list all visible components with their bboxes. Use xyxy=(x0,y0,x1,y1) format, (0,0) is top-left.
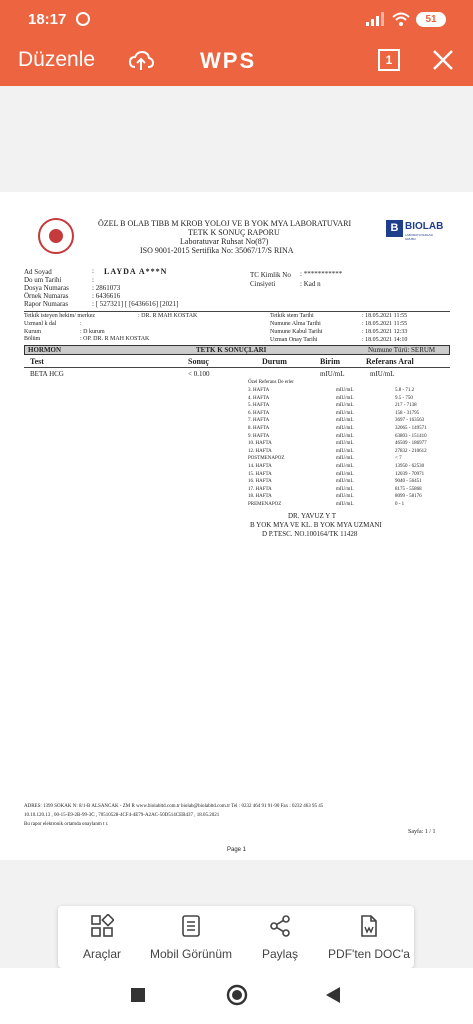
sample-value: : 6436616 xyxy=(92,292,121,300)
upload-cloud-icon[interactable] xyxy=(128,48,154,74)
ref-range: 9.5 - 750 xyxy=(395,395,413,401)
ref-unit: mIU/mL xyxy=(336,502,354,507)
wps-logo: WPS xyxy=(200,48,257,73)
col-unit: Birim xyxy=(320,357,340,366)
col-result: Sonuç xyxy=(188,357,209,366)
ref-unit: mIU/mL xyxy=(336,395,354,401)
specialist-value: : xyxy=(80,321,82,327)
status-time: 18:17 xyxy=(28,11,67,28)
name-label: Ad Soyad xyxy=(24,268,52,276)
ref-unit: mIU/mL xyxy=(336,471,354,477)
ref-week: 18. HAFTA xyxy=(248,494,272,500)
biolab-subtitle: LABORATUVARLAR GRUBU xyxy=(405,233,433,241)
tools-label: Araçlar xyxy=(82,947,121,961)
report-label: Rapor Numaras xyxy=(24,300,69,308)
ref-unit: mIU/mL xyxy=(336,410,354,416)
footer-note: Bu rapor elektronik ortamda onaylanm t r. xyxy=(24,822,109,827)
collection-date-label: Numune Alma Tarihi xyxy=(270,321,321,327)
doctor-value: : DR. R MAH KOSTAK xyxy=(138,313,198,319)
receive-date-label: Numune Kabul Tarihi xyxy=(270,329,323,335)
sample-type: Numune Türü: SERUM xyxy=(368,346,436,354)
back-icon[interactable] xyxy=(326,987,340,1003)
ref-unit: mIU/mL xyxy=(336,494,354,500)
file-value: : 2861073 xyxy=(92,284,121,292)
ref-week: 3. HAFTA xyxy=(248,388,270,393)
ref-range: 8099 - 58176 xyxy=(395,494,422,500)
tools-grid-icon xyxy=(90,914,114,938)
doctor-label: Tetkik isteyen hekim/ merkez xyxy=(24,313,96,319)
ref-range: < 7 xyxy=(395,456,402,462)
mobile-view-button[interactable] xyxy=(146,906,236,968)
ministry-emblem-icon xyxy=(38,218,74,254)
ref-week: 4. HAFTA xyxy=(248,395,270,401)
ref-unit: mIU/mL xyxy=(336,448,354,454)
ref-unit: mIU/mL xyxy=(336,486,354,492)
system-nav-bar xyxy=(0,968,473,1024)
gender-label: Cinsiyeti xyxy=(250,280,276,288)
share-icon xyxy=(268,914,292,938)
pdf-to-doc-icon xyxy=(357,914,381,938)
battery-icon: 51 xyxy=(416,12,446,27)
ref-range: 158 - 31795 xyxy=(395,410,420,416)
tc-label: TC Kimlik No xyxy=(250,271,291,279)
whatsapp-icon xyxy=(76,12,90,26)
ref-week: 16. HAFTA xyxy=(248,479,272,485)
receive-date: : 18.05.2021 12:33 xyxy=(362,329,408,335)
ref-week: 14. HAFTA xyxy=(248,464,272,469)
app-bar xyxy=(0,38,473,86)
department-value: : OP. DR. R MAH KOSTAK xyxy=(80,336,150,342)
ref-unit: mIU/mL xyxy=(336,388,354,393)
page-count-icon[interactable]: 1 xyxy=(378,49,400,71)
ref-unit: mIU/mL xyxy=(336,418,354,424)
ref-week: 8. HAFTA xyxy=(248,426,270,431)
edit-button[interactable]: Düzenle xyxy=(18,48,96,71)
ref-unit: mIU/mL xyxy=(336,441,354,447)
birth-label: Do um Tarihi xyxy=(24,276,62,284)
approval-date: : 18.05.2021 14:10 xyxy=(362,337,408,343)
divider xyxy=(24,311,450,312)
tools-button[interactable] xyxy=(58,906,146,968)
ref-week: PREMENAPOZ xyxy=(248,502,282,507)
ref-unit: mIU/mL xyxy=(336,456,354,462)
report-title: TETK K SONUÇ RAPORU xyxy=(188,228,280,237)
ref-unit: mIU/mL xyxy=(336,403,354,409)
result-test: BETA HCG xyxy=(30,370,64,378)
lab-name: ÖZEL B OLAB TIBB M KROB YOLOJ VE B YOK MYA LABORATUVARI xyxy=(98,219,352,228)
col-ref: Referans Aral xyxy=(366,357,414,366)
ref-range: 63803 - 151410 xyxy=(395,433,427,439)
ref-unit: mIU/mL xyxy=(336,426,354,431)
license-no: Laboratuvar Ruhsat No(87) xyxy=(180,237,269,246)
wifi-icon xyxy=(392,11,410,27)
sample-label: Örnek Numaras xyxy=(24,292,69,300)
ref-range: 217 - 7138 xyxy=(395,403,417,409)
pdf-to-doc-button[interactable] xyxy=(324,906,414,968)
ref-week: 7. HAFTA xyxy=(248,418,270,424)
mobile-view-icon xyxy=(179,914,203,938)
bottom-toolbar xyxy=(58,906,414,968)
report-value: : [ 527321] [ [6436616] [2021] xyxy=(92,300,179,308)
col-test: Test xyxy=(30,357,44,366)
institution-label: Kurum xyxy=(24,329,41,335)
ref-week: POSTMENAPOZ xyxy=(248,456,285,462)
result-unit: mIU/mL xyxy=(320,370,345,378)
recent-apps-icon[interactable] xyxy=(131,988,145,1002)
section-center: TETK K SONUÇLARI xyxy=(196,346,267,354)
ref-range: 12039 - 70971 xyxy=(395,471,425,477)
ref-range: 9040 - 56451 xyxy=(395,479,422,485)
ref-week: 15. HAFTA xyxy=(248,471,272,477)
ref-range: 27832 - 210612 xyxy=(395,448,427,454)
ref-week: 9. HAFTA xyxy=(248,433,270,439)
ref-range: 0 - 1 xyxy=(395,502,405,507)
tc-value: : *********** xyxy=(300,270,343,278)
divider xyxy=(24,367,450,368)
ref-week: 12. HAFTA xyxy=(248,448,272,454)
page-of: Sayfa: 1 / 1 xyxy=(408,829,436,835)
signature-name: DR. YAVUZ Y T xyxy=(288,512,336,520)
specialist-label: Uzmanl k dal xyxy=(24,321,57,327)
signal-icon xyxy=(366,12,384,26)
ref-unit: mIU/mL xyxy=(336,433,354,439)
request-date-label: Tetkik stem Tarihi xyxy=(270,313,314,319)
institution-value: : D kurum xyxy=(80,329,105,335)
ref-week: 5. HAFTA xyxy=(248,403,270,409)
patient-name: LAYDA A***N xyxy=(104,267,168,276)
iso-cert: ISO 9001-2015 Sertifika No: 35067/17/S RINA xyxy=(140,246,294,255)
signature-reg: D P.TESC. NO.100164/TK 11428 xyxy=(262,530,358,538)
ref-range: 13950 - 62530 xyxy=(395,464,425,469)
ref-week: 10. HAFTA xyxy=(248,441,272,447)
ref-range: 3697 - 163563 xyxy=(395,418,425,424)
pdf-to-doc-label: PDF'ten DOC'a xyxy=(328,947,410,961)
ref-range: 32065 - 149571 xyxy=(395,426,427,431)
document-page[interactable]: ÖZEL B OLAB TIBB M KROB YOLOJ VE B YOK MYA LABORATUVARI TETK K SONUÇ RAPORU Laboratuvar Ruhsat No(87) ISO 9001-2015 Sertifika No: 35067/17/S RINA B BIOLAB LABORATUVARLAR GRUBU Ad Soyad : LAYDA A***N Do um Tarihi : Dosya Numaras : 2861073 Örnek Numaras : 6436616 Rapor Numaras : [ 527321] [ [6436616] [2021] TC Kimlik No : *********** Cinsiyeti : Kad n Tetkik isteyen hekim/ merkez : DR. R MAH KOSTAK Uzmanl k dal : Kurum : D kurum Bölüm : OP. DR. R MAH KOSTAK Tetkik stem Tarihi : 18.05.2021 11:55 Numune Alma Tarihi : 18.05.2021 11:55 Numune Kabul Tarihi : 18.05.2021 12:33 Uzman Onay Tarihi : 18.05.2021 14:10 HORMON TETK K SONUÇLARI Numune Türü: SERUM Test Sonuç Durum Birim Referans Aral BETA HCG < 0.100 mIU/mL mIU/mL Özel Referans De erler DR. YAVUZ Y T B YOK MYA VE KL. B YOK MYA UZMANI D P.TESC. NO.100164/TK 11428 ADRES: 1399 SOKAK N: 8/1-B ALSANCAK - ZM R www.biolabltd.com.tr biolab@biolabltd.com.tr Tel : 0232 464 91 91-90 Fax : 0232 463 95 45 10.10.120.13 , 00-15-E9-2B-99-3C , 70510528-4CF4-4E79-A2AC-50D514CEB437 , 18.05.2021 Bu rapor elektronik ortamda onaylanm t r. Sayfa: 1 / 1 Page 1 3. HAFTA mIU/mL 5.8 - 71.2 4. HAFTA mIU/mL 9.5 - 750 5. HAFTA mIU/mL 217 - 7138 6. HAFTA mIU/mL 158 - 31795 7. HAFTA mIU/mL 3697 - 163563 8. HAFTA mIU/mL 32065 - 149571 9. HAFTA mIU/mL 63803 - 151410 10. HAFTA mIU/mL 46509 - 186977 12. HAFTA mIU/mL 27832 - 210612 POSTMENAPOZ mIU/mL < 7 14. HAFTA mIU/mL 13950 - 62530 15. HAFTA mIU/mL 12039 - 70971 16. HAFTA mIU/mL 9040 - 56451 17. HAFTA mIU/mL 8175 - 55868 18. HAFTA mIU/mL 8099 - 58176 PREMENAPOZ mIU/mL 0 - 1 xyxy=(0,192,473,860)
approval-date-label: Uzman Onay Tarihi xyxy=(270,337,318,343)
gender-value: : Kad n xyxy=(300,280,321,288)
share-button[interactable] xyxy=(236,906,324,968)
result-ref-unit: mIU/mL xyxy=(370,370,395,378)
file-label: Dosya Numaras xyxy=(24,284,69,292)
collection-date: : 18.05.2021 11:55 xyxy=(362,321,408,327)
ref-range: 46509 - 186977 xyxy=(395,441,427,447)
footer-meta: 10.10.120.13 , 00-15-E9-2B-99-3C , 70510528-4CF4-4E79-A2AC-50D514CEB437 , 18.05.2021 xyxy=(24,813,220,818)
close-icon[interactable] xyxy=(430,47,456,73)
page-number: Page 1 xyxy=(227,847,247,853)
ref-unit: mIU/mL xyxy=(336,479,354,485)
footer-address: ADRES: 1399 SOKAK N: 8/1-B ALSANCAK - ZM R www.biolabltd.com.tr biolab@biolabltd.com.tr Tel : 0232 464 91 91-90 Fax : 0232 463 95 45 xyxy=(24,804,324,809)
birth-value: : xyxy=(92,276,94,284)
ref-range: 8175 - 55868 xyxy=(395,486,422,492)
request-date: : 18.05.2021 11:55 xyxy=(362,313,408,319)
ref-week: 17. HAFTA xyxy=(248,486,272,492)
result-value: < 0.100 xyxy=(188,370,210,378)
home-icon[interactable] xyxy=(226,984,248,1006)
ref-unit: mIU/mL xyxy=(336,464,354,469)
signature-title: B YOK MYA VE KL. B YOK MYA UZMANI xyxy=(250,521,382,529)
mobile-view-label: Mobil Görünüm xyxy=(149,947,233,961)
ref-range: 5.8 - 71.2 xyxy=(395,388,415,393)
section-left: HORMON xyxy=(28,346,62,354)
ref-week: 6. HAFTA xyxy=(248,410,270,416)
status-bar xyxy=(0,0,473,38)
share-label: Paylaş xyxy=(261,947,299,961)
biolab-mark-icon: B xyxy=(386,220,403,237)
ref-title: Özel Referans De erler xyxy=(248,380,294,385)
col-status: Durum xyxy=(262,357,287,366)
department-label: Bölüm xyxy=(24,336,41,342)
biolab-name: BIOLAB xyxy=(405,221,444,232)
